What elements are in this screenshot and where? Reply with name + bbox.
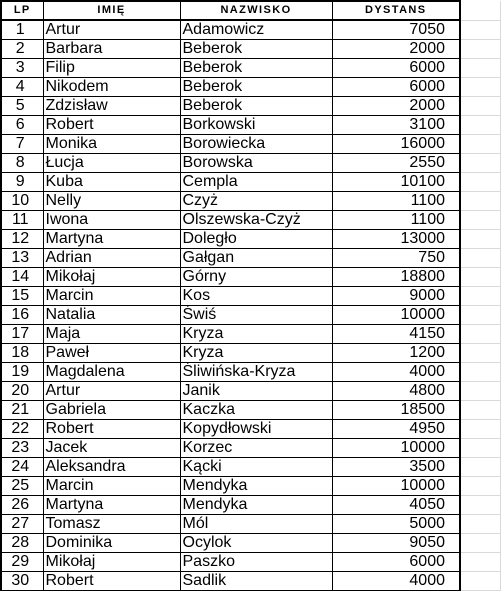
cell-imie[interactable]: Kuba <box>43 173 180 192</box>
table-row <box>1 59 500 78</box>
cell-imie[interactable]: Paweł <box>43 344 180 363</box>
table-row <box>1 192 500 211</box>
table-row <box>1 268 500 287</box>
cell-lp[interactable]: 30 <box>1 572 43 591</box>
cell-nazwisko[interactable]: Beberok <box>180 59 332 78</box>
empty-cell[interactable] <box>460 420 500 439</box>
empty-cell[interactable] <box>460 344 500 363</box>
table-row <box>1 420 500 439</box>
table-row <box>1 515 500 534</box>
table-row <box>1 458 500 477</box>
cell-dystans[interactable]: 1200 <box>332 344 460 363</box>
cell-dystans[interactable]: 10000 <box>332 439 460 458</box>
cell-nazwisko[interactable]: Kaczka <box>180 401 332 420</box>
cell-lp[interactable]: 12 <box>1 230 43 249</box>
cell-lp[interactable]: 24 <box>1 458 43 477</box>
cell-dystans[interactable]: 4000 <box>332 572 460 591</box>
empty-cell[interactable] <box>460 154 500 173</box>
cell-nazwisko[interactable]: Czyż <box>180 192 332 211</box>
cell-dystans[interactable]: 6000 <box>332 59 460 78</box>
table-row <box>1 154 500 173</box>
cell-lp[interactable]: 8 <box>1 154 43 173</box>
empty-cell[interactable] <box>460 59 500 78</box>
empty-cell[interactable] <box>460 439 500 458</box>
header-lp[interactable]: LP <box>1 1 43 20</box>
cell-nazwisko[interactable]: Mól <box>180 515 332 534</box>
empty-cell[interactable] <box>460 287 500 306</box>
empty-cell[interactable] <box>460 382 500 401</box>
cell-imie[interactable]: Gabriela <box>43 401 180 420</box>
cell-imie[interactable]: Robert <box>43 116 180 135</box>
cell-imie[interactable]: Barbara <box>43 40 180 59</box>
cell-nazwisko[interactable]: Górny <box>180 268 332 287</box>
cell-imie[interactable]: Jacek <box>43 439 180 458</box>
cell-dystans[interactable]: 2000 <box>332 97 460 116</box>
cell-nazwisko[interactable]: Borkowski <box>180 116 332 135</box>
cell-lp[interactable]: 29 <box>1 553 43 572</box>
cell-nazwisko[interactable]: Beberok <box>180 78 332 97</box>
header-imie[interactable]: IMIĘ <box>43 1 180 20</box>
empty-cell[interactable] <box>460 363 500 382</box>
cell-nazwisko[interactable]: Kącki <box>180 458 332 477</box>
cell-lp[interactable]: 18 <box>1 344 43 363</box>
cell-lp[interactable]: 20 <box>1 382 43 401</box>
cell-dystans[interactable]: 16000 <box>332 135 460 154</box>
cell-imie[interactable]: Adrian <box>43 249 180 268</box>
cell-lp[interactable]: 2 <box>1 40 43 59</box>
empty-cell[interactable] <box>460 211 500 230</box>
empty-cell[interactable] <box>460 325 500 344</box>
empty-cell[interactable] <box>460 534 500 553</box>
cell-lp[interactable]: 22 <box>1 420 43 439</box>
cell-dystans[interactable]: 5000 <box>332 515 460 534</box>
empty-cell[interactable] <box>460 496 500 515</box>
cell-lp[interactable]: 23 <box>1 439 43 458</box>
cell-lp[interactable]: 15 <box>1 287 43 306</box>
cell-nazwisko[interactable]: Kryza <box>180 344 332 363</box>
cell-lp[interactable]: 13 <box>1 249 43 268</box>
cell-nazwisko[interactable]: Beberok <box>180 97 332 116</box>
cell-nazwisko[interactable]: Cempla <box>180 173 332 192</box>
empty-cell[interactable] <box>460 306 500 325</box>
empty-cell[interactable] <box>460 173 500 192</box>
cell-dystans[interactable]: 4950 <box>332 420 460 439</box>
empty-cell[interactable] <box>460 249 500 268</box>
header-dystans[interactable]: DYSTANS <box>332 1 460 20</box>
table-row <box>1 135 500 154</box>
table-row <box>1 20 500 40</box>
cell-lp[interactable]: 6 <box>1 116 43 135</box>
cell-imie[interactable]: Tomasz <box>43 515 180 534</box>
cell-lp[interactable]: 25 <box>1 477 43 496</box>
empty-cell[interactable] <box>460 40 500 59</box>
empty-cell[interactable] <box>460 97 500 116</box>
cell-dystans[interactable]: 4800 <box>332 382 460 401</box>
cell-lp[interactable]: 16 <box>1 306 43 325</box>
cell-nazwisko[interactable]: Paszko <box>180 553 332 572</box>
cell-imie[interactable]: Nikodem <box>43 78 180 97</box>
cell-nazwisko[interactable]: Borowska <box>180 154 332 173</box>
cell-dystans[interactable]: 1100 <box>332 211 460 230</box>
empty-cell[interactable] <box>460 20 500 40</box>
cell-imie[interactable]: Mikołaj <box>43 553 180 572</box>
cell-lp[interactable]: 21 <box>1 401 43 420</box>
cell-imie[interactable]: Łucja <box>43 154 180 173</box>
cell-lp[interactable]: 27 <box>1 515 43 534</box>
cell-lp[interactable]: 17 <box>1 325 43 344</box>
cell-dystans[interactable]: 18800 <box>332 268 460 287</box>
cell-dystans[interactable]: 4050 <box>332 496 460 515</box>
cell-imie[interactable]: Monika <box>43 135 180 154</box>
table-row <box>1 363 500 382</box>
cell-imie[interactable]: Magdalena <box>43 363 180 382</box>
table-row <box>1 439 500 458</box>
cell-lp[interactable]: 4 <box>1 78 43 97</box>
cell-imie[interactable]: Artur <box>43 20 180 40</box>
cell-lp[interactable]: 7 <box>1 135 43 154</box>
cell-nazwisko[interactable]: Adamowicz <box>180 20 332 40</box>
empty-cell[interactable] <box>460 477 500 496</box>
cell-imie[interactable]: Martyna <box>43 496 180 515</box>
table-row <box>1 534 500 553</box>
table-row <box>1 249 500 268</box>
empty-cell[interactable] <box>460 78 500 97</box>
cell-dystans[interactable]: 750 <box>332 249 460 268</box>
cell-nazwisko[interactable]: Mendyka <box>180 496 332 515</box>
cell-lp[interactable]: 11 <box>1 211 43 230</box>
table-row <box>1 116 500 135</box>
cell-nazwisko[interactable]: Borowiecka <box>180 135 332 154</box>
cell-lp[interactable]: 28 <box>1 534 43 553</box>
cell-dystans[interactable]: 13000 <box>332 230 460 249</box>
cell-dystans[interactable]: 9000 <box>332 287 460 306</box>
table-row <box>1 325 500 344</box>
cell-lp[interactable]: 3 <box>1 59 43 78</box>
cell-nazwisko[interactable]: Olszewska-Czyż <box>180 211 332 230</box>
cell-nazwisko[interactable]: Kos <box>180 287 332 306</box>
cell-dystans[interactable]: 10100 <box>332 173 460 192</box>
cell-lp[interactable]: 5 <box>1 97 43 116</box>
cell-imie[interactable]: Aleksandra <box>43 458 180 477</box>
cell-dystans[interactable]: 4150 <box>332 325 460 344</box>
cell-dystans[interactable]: 18500 <box>332 401 460 420</box>
cell-lp[interactable]: 10 <box>1 192 43 211</box>
cell-dystans[interactable]: 2550 <box>332 154 460 173</box>
empty-cell[interactable] <box>460 458 500 477</box>
empty-cell[interactable] <box>460 230 500 249</box>
empty-cell[interactable] <box>460 192 500 211</box>
table-row <box>1 287 500 306</box>
empty-cell[interactable] <box>460 401 500 420</box>
cell-nazwisko[interactable]: Śliwińska-Kryza <box>180 363 332 382</box>
table-row <box>1 78 500 97</box>
cell-lp[interactable]: 1 <box>1 20 43 40</box>
table-row <box>1 173 500 192</box>
cell-imie[interactable]: Maja <box>43 325 180 344</box>
cell-dystans[interactable]: 6000 <box>332 78 460 97</box>
cell-imie[interactable]: Zdzisław <box>43 97 180 116</box>
cell-dystans[interactable]: 10000 <box>332 306 460 325</box>
cell-nazwisko[interactable]: Korzec <box>180 439 332 458</box>
table-row <box>1 477 500 496</box>
empty-cell[interactable] <box>460 515 500 534</box>
table-row <box>1 306 500 325</box>
cell-nazwisko[interactable]: Ocylok <box>180 534 332 553</box>
cell-nazwisko[interactable]: Mendyka <box>180 477 332 496</box>
cell-dystans[interactable]: 3500 <box>332 458 460 477</box>
cell-lp[interactable]: 14 <box>1 268 43 287</box>
empty-cell[interactable] <box>460 135 500 154</box>
cell-lp[interactable]: 19 <box>1 363 43 382</box>
table-row <box>1 553 500 572</box>
cell-nazwisko[interactable]: Sadlik <box>180 572 332 591</box>
cell-nazwisko[interactable]: Janik <box>180 382 332 401</box>
cell-lp[interactable]: 9 <box>1 173 43 192</box>
cell-imie[interactable]: Filip <box>43 59 180 78</box>
cell-imie[interactable]: Marcin <box>43 477 180 496</box>
empty-cell[interactable] <box>460 553 500 572</box>
empty-cell[interactable] <box>460 268 500 287</box>
cell-imie[interactable]: Iwona <box>43 211 180 230</box>
table-row <box>1 496 500 515</box>
cell-imie[interactable]: Dominika <box>43 534 180 553</box>
cell-dystans[interactable]: 1100 <box>332 192 460 211</box>
table-row <box>1 382 500 401</box>
cell-imie[interactable]: Robert <box>43 572 180 591</box>
cell-imie[interactable]: Mikołaj <box>43 268 180 287</box>
cell-dystans[interactable]: 7050 <box>332 20 460 40</box>
cell-dystans[interactable]: 10000 <box>332 477 460 496</box>
empty-header-cell[interactable] <box>460 1 500 20</box>
cell-dystans[interactable]: 4000 <box>332 363 460 382</box>
empty-cell[interactable] <box>460 116 500 135</box>
cell-imie[interactable]: Nelly <box>43 192 180 211</box>
cell-nazwisko[interactable]: Kopydłowski <box>180 420 332 439</box>
cell-nazwisko[interactable]: Gałgan <box>180 249 332 268</box>
cell-nazwisko[interactable]: Doległo <box>180 230 332 249</box>
cell-lp[interactable]: 26 <box>1 496 43 515</box>
cell-dystans[interactable]: 2000 <box>332 40 460 59</box>
header-nazwisko[interactable]: NAZWISKO <box>180 1 332 20</box>
cell-dystans[interactable]: 9050 <box>332 534 460 553</box>
cell-imie[interactable]: Martyna <box>43 230 180 249</box>
cell-nazwisko[interactable]: Świś <box>180 306 332 325</box>
header-row <box>1 1 500 20</box>
empty-cell[interactable] <box>460 572 500 591</box>
table-row <box>1 230 500 249</box>
cell-nazwisko[interactable]: Kryza <box>180 325 332 344</box>
cell-imie[interactable]: Artur <box>43 382 180 401</box>
table-row <box>1 401 500 420</box>
cell-imie[interactable]: Robert <box>43 420 180 439</box>
cell-imie[interactable]: Marcin <box>43 287 180 306</box>
cell-nazwisko[interactable]: Beberok <box>180 40 332 59</box>
cell-dystans[interactable]: 3100 <box>332 116 460 135</box>
table-row <box>1 40 500 59</box>
table-row <box>1 97 500 116</box>
cell-dystans[interactable]: 6000 <box>332 553 460 572</box>
table-row <box>1 572 500 591</box>
table-row <box>1 211 500 230</box>
cell-imie[interactable]: Natalia <box>43 306 180 325</box>
table-row <box>1 344 500 363</box>
